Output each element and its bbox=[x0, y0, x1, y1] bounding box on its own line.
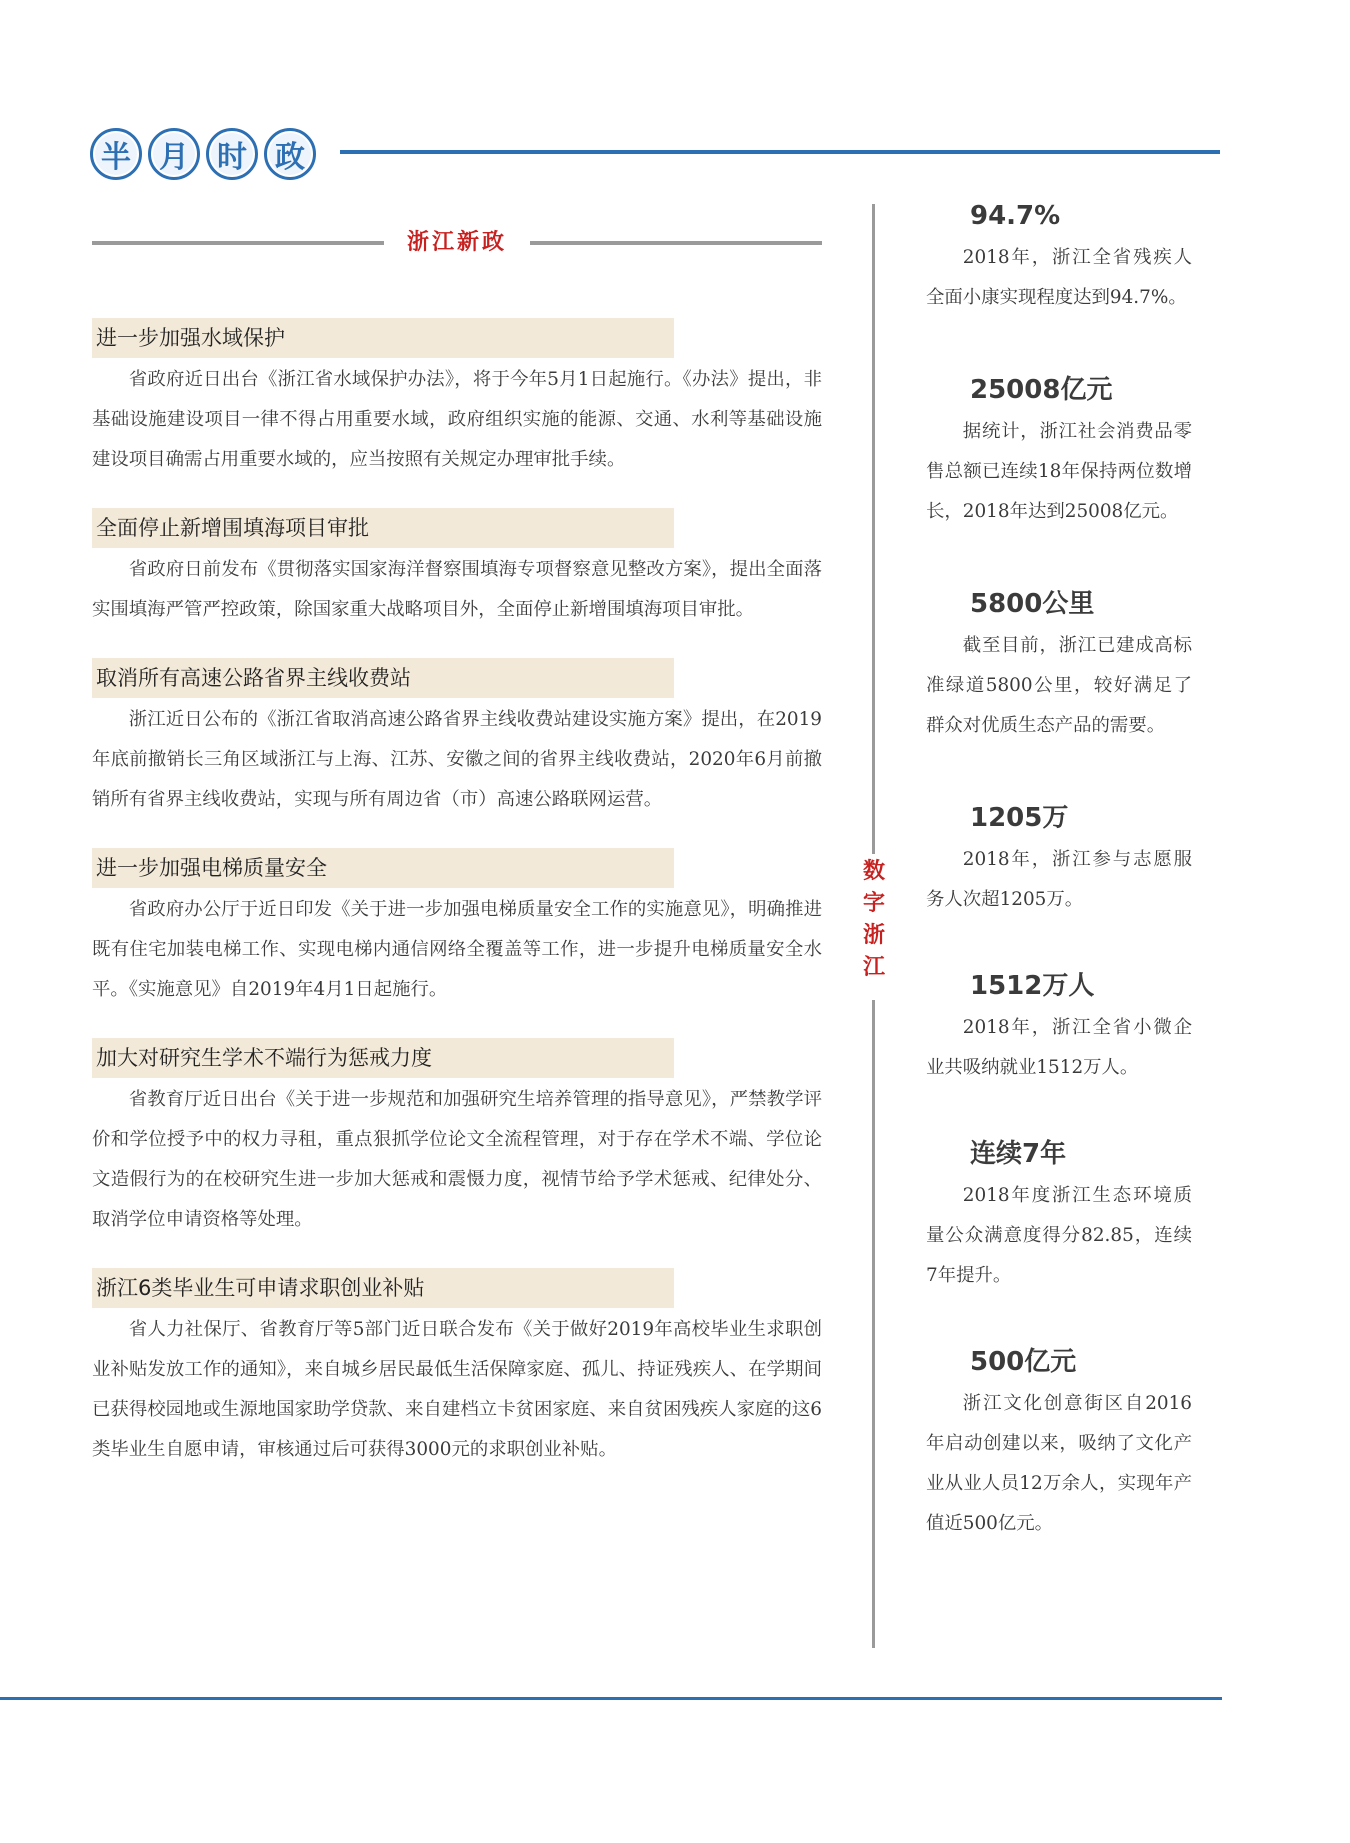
masthead-char: 月 bbox=[148, 128, 200, 180]
stat-item bbox=[926, 196, 1192, 318]
news-heading: 加大对研究生学术不端行为惩戒力度 bbox=[92, 1038, 674, 1078]
sidebar-label-char: 数 bbox=[862, 859, 885, 884]
stat-value: 5800公里 bbox=[970, 589, 1095, 619]
masthead-title bbox=[90, 128, 316, 180]
stat-value: 25008亿元 bbox=[970, 375, 1113, 405]
sidebar-label-char: 江 bbox=[862, 955, 885, 980]
news-body: 省教育厅近日出台《关于进一步规范和加强研究生培养管理的指导意见》，严禁教学评价和学位授予中的权力寻租，重点狠抓学位论文全流程管理，对于存在学术不端、学位论文造假行为的在校研究生进一步加大惩戒和震慑力度，视情节给予学术惩戒、纪律处分、取消学位申请资格等处理。 bbox=[92, 1089, 822, 1230]
masthead-char: 政 bbox=[264, 128, 316, 180]
section-rule-left bbox=[92, 241, 384, 245]
masthead-char: 时 bbox=[206, 128, 258, 180]
stat-description: 浙江文化创意街区自2016年启动创建以来，吸纳了文化产业从业人员12万余人，实现年产值近500亿元。 bbox=[926, 1393, 1192, 1534]
stat-item bbox=[926, 370, 1192, 532]
bottom-rule bbox=[0, 1697, 1222, 1700]
section-header bbox=[92, 226, 822, 260]
section-title: 浙江新政 bbox=[406, 230, 507, 255]
sidebar-label-char: 字 bbox=[862, 891, 885, 916]
stat-value: 1512万人 bbox=[970, 971, 1095, 1001]
stat-description: 2018年，浙江全省残疾人全面小康实现程度达到94.7%。 bbox=[926, 247, 1192, 308]
stat-item bbox=[926, 798, 1192, 920]
news-body: 浙江近日公布的《浙江省取消高速公路省界主线收费站建设实施方案》提出，在2019年底前撤销长三角区域浙江与上海、江苏、安徽之间的省界主线收费站，2020年6月前撤销所有省界主线收费站，实现与所有周边省（市）高速公路联网运营。 bbox=[92, 709, 822, 810]
stat-value: 94.7% bbox=[970, 201, 1061, 231]
stat-value: 500亿元 bbox=[970, 1347, 1077, 1377]
stat-description: 2018年，浙江全省小微企业共吸纳就业1512万人。 bbox=[926, 1017, 1192, 1078]
column-divider-bottom bbox=[872, 1000, 875, 1648]
stats-column bbox=[926, 196, 1192, 1544]
news-item bbox=[92, 658, 822, 820]
stat-item bbox=[926, 966, 1192, 1088]
news-heading: 进一步加强电梯质量安全 bbox=[92, 848, 674, 888]
news-body: 省人力社保厅、省教育厅等5部门近日联合发布《关于做好2019年高校毕业生求职创业补贴发放工作的通知》，来自城乡居民最低生活保障家庭、孤儿、持证残疾人、在学期间已获得校园地或生源地国家助学贷款、来自建档立卡贫困家庭、来自贫困残疾人家庭的这6类毕业生自愿申请，审核通过后可获得3000元的求职创业补贴。 bbox=[92, 1319, 822, 1460]
news-heading: 浙江6类毕业生可申请求职创业补贴 bbox=[92, 1268, 674, 1308]
stat-item bbox=[926, 1134, 1192, 1296]
news-body: 省政府近日出台《浙江省水域保护办法》，将于今年5月1日起施行。《办法》提出，非基础设施建设项目一律不得占用重要水域，政府组织实施的能源、交通、水利等基础设施建设项目确需占用重要水域的，应当按照有关规定办理审批手续。 bbox=[92, 369, 822, 470]
news-item bbox=[92, 1038, 822, 1240]
news-column bbox=[92, 318, 822, 1498]
news-item bbox=[92, 318, 822, 480]
masthead-rule bbox=[340, 150, 1220, 154]
news-heading: 全面停止新增围填海项目审批 bbox=[92, 508, 674, 548]
sidebar-label-char: 浙 bbox=[862, 923, 885, 948]
news-item bbox=[92, 848, 822, 1010]
stat-description: 据统计，浙江社会消费品零售总额已连续18年保持两位数增长，2018年达到25008亿元。 bbox=[926, 421, 1192, 522]
stat-item bbox=[926, 584, 1192, 746]
news-body: 省政府日前发布《贯彻落实国家海洋督察围填海专项督察意见整改方案》，提出全面落实围填海严管严控政策，除国家重大战略项目外，全面停止新增围填海项目审批。 bbox=[92, 559, 822, 620]
stat-value: 连续7年 bbox=[970, 1139, 1067, 1169]
news-item bbox=[92, 508, 822, 630]
news-item bbox=[92, 1268, 822, 1470]
stat-value: 1205万 bbox=[970, 803, 1069, 833]
column-divider-top bbox=[872, 204, 875, 854]
stat-description: 2018年，浙江参与志愿服务人次超1205万。 bbox=[926, 849, 1192, 910]
section-rule-right bbox=[530, 241, 822, 245]
masthead bbox=[90, 128, 1220, 184]
news-heading: 进一步加强水域保护 bbox=[92, 318, 674, 358]
news-heading: 取消所有高速公路省界主线收费站 bbox=[92, 658, 674, 698]
masthead-char: 半 bbox=[90, 128, 142, 180]
news-body: 省政府办公厅于近日印发《关于进一步加强电梯质量安全工作的实施意见》，明确推进既有住宅加装电梯工作、实现电梯内通信网络全覆盖等工作，进一步提升电梯质量安全水平。《实施意见》自2019年4月1日起施行。 bbox=[92, 899, 822, 1000]
stat-description: 2018年度浙江生态环境质量公众满意度得分82.85，连续7年提升。 bbox=[926, 1185, 1192, 1286]
stat-description: 截至目前，浙江已建成高标准绿道5800公里，较好满足了群众对优质生态产品的需要。 bbox=[926, 635, 1192, 736]
stat-item bbox=[926, 1342, 1192, 1544]
sidebar-label bbox=[860, 856, 888, 984]
